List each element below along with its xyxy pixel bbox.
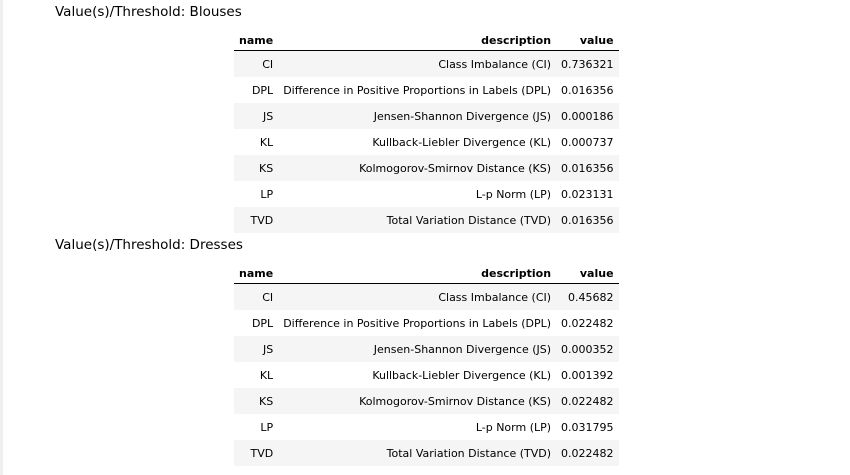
cell-name: JS bbox=[234, 336, 278, 362]
cell-gutter bbox=[0, 0, 3, 475]
cell-name: TVD bbox=[234, 207, 278, 233]
section-title: Value(s)/Threshold: Dresses bbox=[55, 237, 243, 253]
cell-name: JS bbox=[234, 103, 278, 129]
cell-description: Difference in Positive Proportions in Labels (DPL) bbox=[283, 316, 552, 330]
cell-value: 0.031795 bbox=[561, 420, 614, 434]
table-row bbox=[234, 103, 619, 129]
cell-value: 0.016356 bbox=[556, 207, 619, 233]
cell-description: Kolmogorov-Smirnov Distance (KS) bbox=[278, 388, 556, 414]
section-blouses bbox=[55, 3, 845, 233]
cell-name: LP bbox=[260, 420, 274, 434]
cell-name: KS bbox=[234, 388, 278, 414]
cell-name: LP bbox=[260, 187, 274, 201]
cell-name: KL bbox=[259, 135, 274, 149]
column-header-name: name bbox=[234, 263, 278, 284]
table-row bbox=[234, 414, 619, 440]
cell-description: L-p Norm (LP) bbox=[475, 420, 552, 434]
table-row bbox=[234, 362, 619, 388]
cell-value: 0.000352 bbox=[556, 336, 619, 362]
table-row bbox=[234, 207, 619, 233]
cell-name: DPL bbox=[251, 83, 274, 97]
cell-value: 0.022482 bbox=[561, 316, 614, 330]
cell-value: 0.022482 bbox=[556, 388, 619, 414]
section-title: Value(s)/Threshold: Blouses bbox=[55, 4, 242, 20]
cell-description: L-p Norm (LP) bbox=[475, 187, 552, 201]
cell-description: Class Imbalance (CI) bbox=[278, 51, 556, 78]
table-row bbox=[234, 336, 619, 362]
cell-description: Kullback-Liebler Divergence (KL) bbox=[372, 135, 552, 149]
cell-value: 0.016356 bbox=[556, 155, 619, 181]
cell-value: 0.45682 bbox=[556, 284, 619, 311]
cell-description: Total Variation Distance (TVD) bbox=[278, 207, 556, 233]
dataframe-table bbox=[234, 263, 619, 466]
cell-name: CI bbox=[234, 51, 278, 78]
cell-value: 0.023131 bbox=[561, 187, 614, 201]
cell-description: Difference in Positive Proportions in Labels (DPL) bbox=[283, 83, 552, 97]
table-header-row bbox=[234, 30, 619, 51]
column-header-description: description bbox=[278, 263, 556, 284]
dataframe-table bbox=[234, 30, 619, 233]
cell-name: KL bbox=[259, 368, 274, 382]
table-row bbox=[234, 388, 619, 414]
cell-description: Class Imbalance (CI) bbox=[278, 284, 556, 311]
column-header-value: value bbox=[556, 263, 619, 284]
cell-value: 0.000186 bbox=[556, 103, 619, 129]
column-header-name: name bbox=[234, 30, 278, 51]
cell-description: Kullback-Liebler Divergence (KL) bbox=[372, 368, 552, 382]
table-row bbox=[234, 181, 619, 207]
table-row bbox=[234, 51, 619, 78]
cell-value: 0.001392 bbox=[561, 368, 614, 382]
cell-description: Jensen-Shannon Divergence (JS) bbox=[278, 336, 556, 362]
cell-value: 0.000737 bbox=[561, 135, 614, 149]
cell-description: Jensen-Shannon Divergence (JS) bbox=[278, 103, 556, 129]
table-row bbox=[234, 155, 619, 181]
table-row bbox=[234, 440, 619, 466]
cell-description: Total Variation Distance (TVD) bbox=[278, 440, 556, 466]
table-row bbox=[234, 284, 619, 311]
cell-name: DPL bbox=[251, 316, 274, 330]
cell-name: TVD bbox=[234, 440, 278, 466]
table-row bbox=[234, 310, 619, 336]
cell-value: 0.736321 bbox=[556, 51, 619, 78]
cell-description: Kolmogorov-Smirnov Distance (KS) bbox=[278, 155, 556, 181]
column-header-description: description bbox=[278, 30, 556, 51]
column-header-value: value bbox=[556, 30, 619, 51]
table-row bbox=[234, 129, 619, 155]
section-dresses bbox=[55, 236, 845, 466]
cell-name: CI bbox=[234, 284, 278, 311]
cell-output bbox=[55, 0, 845, 466]
table-header-row bbox=[234, 263, 619, 284]
table-row bbox=[234, 77, 619, 103]
cell-value: 0.016356 bbox=[561, 83, 614, 97]
cell-value: 0.022482 bbox=[556, 440, 619, 466]
cell-name: KS bbox=[234, 155, 278, 181]
